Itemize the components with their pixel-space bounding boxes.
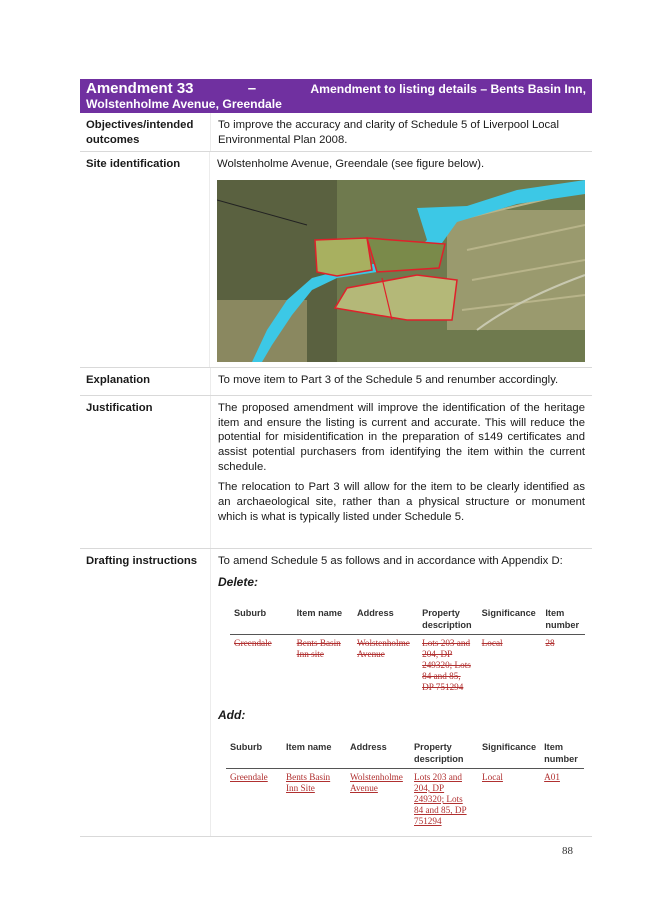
site-boundary-northeast [367,238,445,272]
row-label: Justification [86,402,153,414]
cell: Local [482,771,503,782]
col-header: Suburb [230,606,293,634]
row-label: Drafting instructions [86,555,198,567]
row-label: Site identification [86,158,181,170]
page-number: 88 [562,845,573,857]
drafting-row [80,549,592,837]
header-title-line1: Amendment to listing details – Bents Basin Inn, [310,82,586,96]
justification-paragraph-1: The proposed amendment will improve the identification of the heritage item and ensure the listing is current and accurate. This will reduce the potential for misidentification in the preparation of s149 certificates and assist potential purchasers from identifying the item within the current schedule. [218,402,585,473]
explanation-row [80,368,592,396]
amendment-sheet [80,79,592,837]
justification-row [80,396,592,549]
cell: Wolstenholme Avenue [350,771,403,793]
cell: Bents Basin Inn Site [286,771,331,793]
col-header: Significance [478,606,542,634]
col-header: Suburb [226,740,282,768]
table-header-row [230,606,585,634]
cell: A01 [544,771,560,782]
delete-table [230,606,585,696]
row-value: To amend Schedule 5 as follows and in accordance with Appendix D: [218,555,563,567]
cell: Wolstenholme Avenue [356,638,410,660]
row-label: Objectives/intended outcomes [86,119,194,146]
col-header: Property description [418,606,478,634]
table-row [230,635,585,697]
site-boundary-north [315,238,372,276]
header-dash: – [247,80,257,97]
site-value [209,152,592,367]
amendment-header [80,79,592,113]
col-header: Item name [293,606,353,634]
drafting-value [210,549,592,836]
col-header: Item number [540,740,584,768]
col-header: Address [346,740,410,768]
justification-paragraph-2: The relocation to Part 3 will allow for the item to be clearly identified as an archaeological site, rather than a physical structure or monument which is what is typically listed under Schedule 5. [218,481,585,523]
delete-label: Delete: [218,574,259,589]
add-table [226,740,584,830]
table-header-row [226,740,584,768]
table-row [226,768,584,830]
objectives-row [80,113,592,152]
col-header: Significance [478,740,540,768]
col-header: Address [353,606,418,634]
row-value: To improve the accuracy and clarity of Schedule 5 of Liverpool Local Environmental Plan 2008. [210,113,592,151]
add-label: Add: [218,708,246,723]
cell: Greendale [230,771,268,782]
col-header: Item number [541,606,585,634]
cell: Bents Basin Inn site [296,638,341,660]
justification-value [210,396,592,548]
aerial-map [217,180,585,362]
cell: Lots 203 and 204, DP 249320; Lots 84 and 85, DP 751294 [422,638,471,693]
col-header: Item name [282,740,346,768]
row-value: Wolstenholme Avenue, Greendale (see figure below). [217,158,485,170]
cell: Greendale [234,638,272,649]
cell: Local [481,638,503,649]
cell: Lots 203 and 204, DP 249320; Lots 84 and 85, DP 751294 [414,771,467,826]
col-header: Property description [410,740,478,768]
row-label: Explanation [86,374,151,386]
cell: 28 [545,638,555,649]
row-value: To move item to Part 3 of the Schedule 5 and renumber accordingly. [210,368,592,395]
header-title-line2: Wolstenholme Avenue, Greendale [86,96,282,111]
site-row [80,152,592,368]
amendment-number: Amendment 33 [86,80,194,97]
